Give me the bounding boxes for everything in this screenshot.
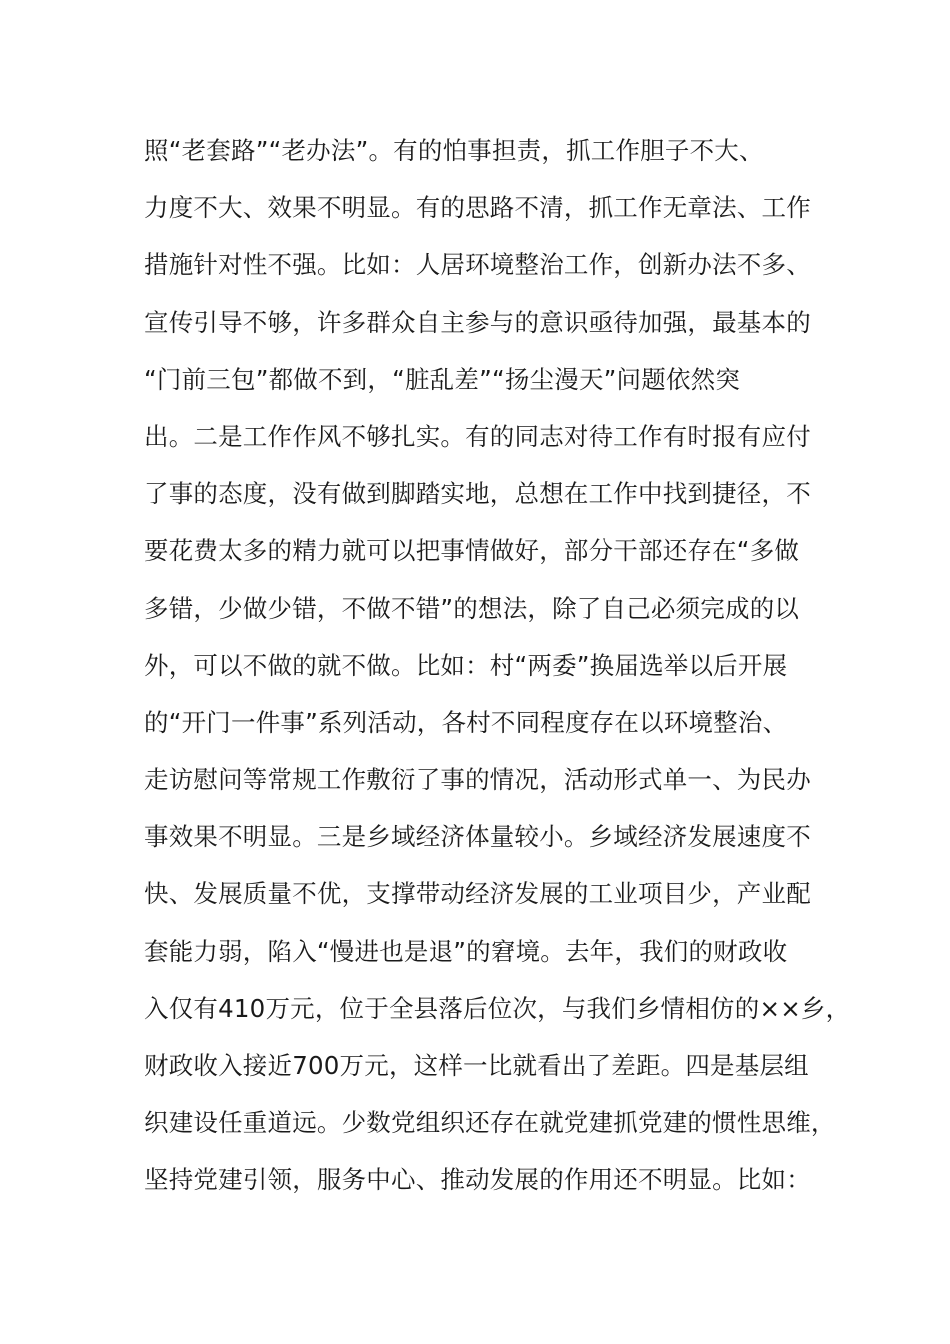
body-text bbox=[144, 129, 851, 1216]
text-line: 外，可以不做的就不做。比如：村“两委”换届选举以后开展 bbox=[144, 650, 788, 680]
text-line: 快、发展质量不优，支撑带动经济发展的工业项目少，产业配 bbox=[144, 879, 811, 909]
text-line: 坚持党建引领，服务中心、推动发展的作用还不明显。比如： bbox=[144, 1165, 811, 1195]
text-line: 套能力弱，陷入“慢进也是退”的窘境。去年，我们的财政收 bbox=[144, 936, 788, 966]
text-line: 了事的态度，没有做到脚踏实地，总想在工作中找到捷径，不 bbox=[144, 479, 811, 509]
text-line: 宣传引导不够，许多群众自主参与的意识亟待加强，最基本的 bbox=[144, 307, 811, 337]
text-line: 事效果不明显。三是乡域经济体量较小。乡域经济发展速度不 bbox=[144, 822, 811, 852]
text-line: 措施针对性不强。比如：人居环境整治工作，创新办法不多、 bbox=[144, 250, 811, 280]
text-line: “门前三包”都做不到，“脏乱差”“扬尘漫天”问题依然突 bbox=[144, 364, 741, 394]
text-line: 力度不大、效果不明显。有的思路不清，抓工作无章法、工作 bbox=[144, 193, 811, 223]
text-line: 财政收入接近700万元，这样一比就看出了差距。四是基层组 bbox=[144, 1051, 809, 1080]
text-line: 的“开门一件事”系列活动，各村不同程度存在以环境整治、 bbox=[144, 707, 788, 737]
text-line: 入仅有410万元，位于全县落后位次，与我们乡情相仿的××乡， bbox=[144, 993, 851, 1023]
text-line: 要花费太多的精力就可以把事情做好，部分干部还存在“多做 bbox=[144, 536, 800, 566]
text-line: 织建设任重道远。少数党组织还存在就党建抓党建的惯性思维， bbox=[144, 1108, 836, 1138]
text-line: 走访慰问等常规工作敷衍了事的情况，活动形式单一、为民办 bbox=[144, 765, 811, 795]
text-line: 多错，少做少错，不做不错”的想法，除了自己必须完成的以 bbox=[144, 593, 800, 623]
text-line: 出。二是工作作风不够扎实。有的同志对待工作有时报有应付 bbox=[144, 421, 811, 451]
text-line: 照“老套路”“老办法”。有的怕事担责，抓工作胆子不大、 bbox=[144, 136, 764, 165]
